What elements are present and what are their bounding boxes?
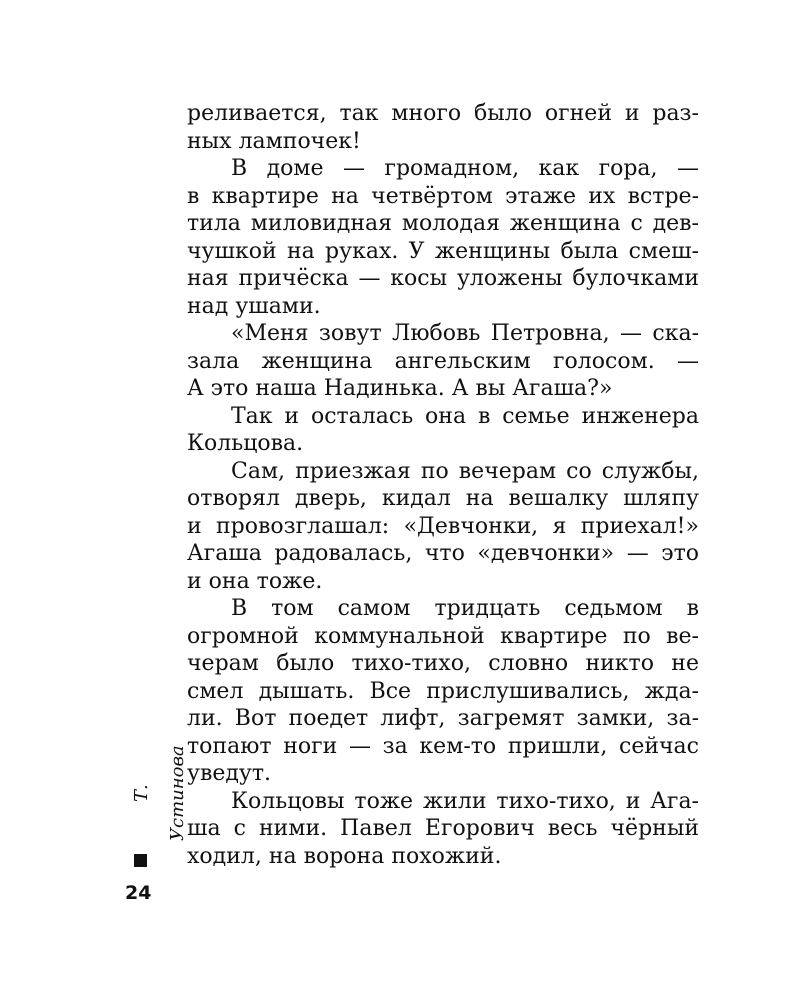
text-line: в квартире на четвёртом этаже их встре- xyxy=(187,183,699,209)
text-line: зала женщина ангельским голосом. — xyxy=(187,348,699,374)
text-line: В том самом тридцать седьмом в xyxy=(231,596,699,621)
text-line: Агаша радовалась, что «девчонки» — это xyxy=(187,541,699,566)
text-line: чушкой на руках. У женщины была смеш- xyxy=(187,238,699,264)
text-line: ная причёска — косы уложены булочками xyxy=(187,266,699,291)
text-line: черам было тихо-тихо, словно никто не xyxy=(187,651,699,676)
running-author-name: Т. Устинова xyxy=(131,745,188,841)
page-body-text xyxy=(187,100,699,870)
text-line: тила миловидная молодая женщина с дев- xyxy=(187,211,699,236)
text-line: над ушами. xyxy=(187,293,321,319)
text-line: «Меня зовут Любовь Петровна, — ска- xyxy=(231,321,699,346)
text-line: ли. Вот поедет лифт, загремят замки, за- xyxy=(187,706,699,731)
text-line: Кольцова. xyxy=(187,431,304,456)
text-line: В доме — громадном, как гора, — xyxy=(231,156,699,181)
square-marker-icon xyxy=(134,854,147,867)
page-number: 24 xyxy=(125,882,152,904)
text-line: Кольцовы тоже жили тихо-тихо, и Ага- xyxy=(231,788,699,814)
text-line: Так и осталась она в семье инженера xyxy=(231,403,699,429)
text-line: ша с ними. Павел Егорович весь чёрный xyxy=(187,816,699,841)
text-line: Сам, приезжая по вечерам со службы, xyxy=(231,458,699,484)
text-line: и она тоже. xyxy=(187,568,323,594)
text-line: отворял дверь, кидал на вешалку шляпу xyxy=(187,486,699,511)
text-line: огромной коммунальной квартире по ве- xyxy=(187,623,699,649)
text-line: ных лампочек! xyxy=(187,128,361,154)
text-line: уведут. xyxy=(187,761,272,786)
text-line: реливается, так много было огней и раз- xyxy=(187,101,699,126)
text-line: и провозглашал: «Девчонки, я приехал!» xyxy=(187,513,699,539)
text-line: топают ноги — за кем-то пришли, сейчас xyxy=(187,733,699,759)
text-line: А это наша Надинька. А вы Агаша?» xyxy=(187,376,613,401)
text-line: смел дышать. Все прислушивались, жда- xyxy=(187,678,699,704)
text-line: ходил, на ворона похожий. xyxy=(187,843,502,869)
